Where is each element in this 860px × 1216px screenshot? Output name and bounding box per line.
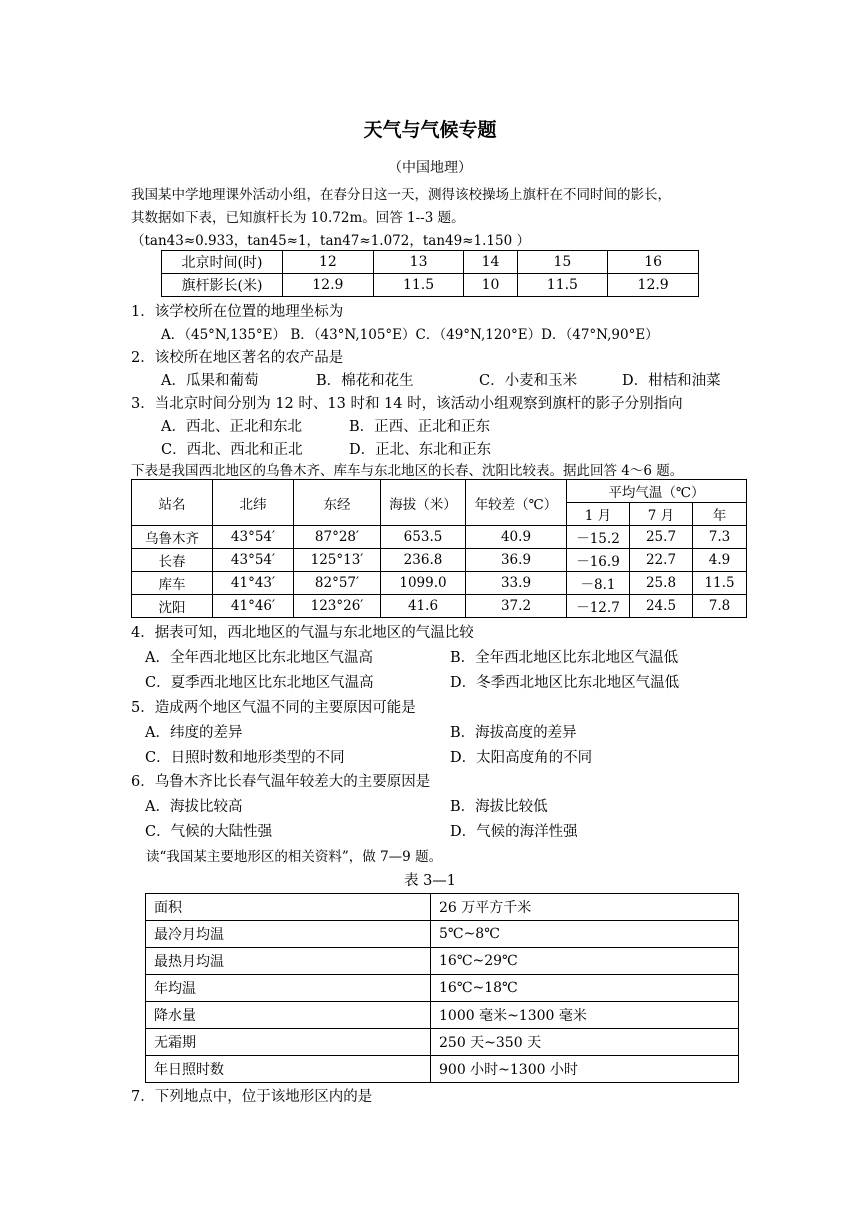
table-cell: 40.9 (466, 526, 567, 549)
table-cell: 87°28′ (294, 526, 381, 549)
question-3-stem: 3．当北京时间分别为 12 时、13 时和 14 时，该活动小组观察到旗杆的影子分别指向 (131, 396, 683, 412)
question-5-option-b: B．海拔高度的差异 (450, 725, 577, 741)
table-cell: 41°43′ (213, 572, 294, 595)
table-cell: 年日照时数 (146, 1056, 431, 1083)
table-cell: －12.7 (567, 595, 630, 618)
table-header: 海拔（米） (381, 480, 466, 526)
question-4-stem: 4．据表可知，西北地区的气温与东北地区的气温比较 (131, 625, 474, 641)
table-header: 站名 (132, 480, 213, 526)
question-6-option-d: D．气候的海洋性强 (450, 824, 578, 840)
table-row (162, 274, 699, 297)
question-2-option-a: A．瓜果和葡萄 (161, 373, 259, 389)
question-5-option-c: C．日照时数和地形类型的不同 (145, 750, 345, 766)
table-cell: 11.5 (517, 274, 608, 297)
intro-text-3: （tan43≈0.933，tan45≈1，tan47≈1.072，tan49≈1.150 ） (131, 233, 530, 249)
table-header: 年 (693, 503, 747, 526)
table-cell: 250 天~350 天 (431, 1029, 739, 1056)
table-cell: 16 (608, 251, 699, 274)
question-1-options: A．（45°N,135°E） B．（43°N,105°E）C．（49°N,120°E）D．（47°N,90°E） (161, 327, 659, 343)
table-cell: 7.8 (693, 595, 747, 618)
question-4-option-d: D．冬季西北地区比东北地区气温低 (450, 675, 680, 691)
table-cell: 11.5 (373, 274, 464, 297)
table-cell: 12 (283, 251, 374, 274)
table-cell: 125°13′ (294, 549, 381, 572)
table-row (132, 572, 747, 595)
table-row (146, 921, 739, 948)
question-5-option-a: A．纬度的差异 (145, 725, 243, 741)
table-row (162, 251, 699, 274)
table-cell: －16.9 (567, 549, 630, 572)
table-cell: 5℃~8℃ (431, 921, 739, 948)
page-subtitle: （中国地理） (388, 160, 472, 176)
table-cell: 123°26′ (294, 595, 381, 618)
table-cell: 36.9 (466, 549, 567, 572)
table-cell: 25.8 (630, 572, 693, 595)
table-cell: 12.9 (608, 274, 699, 297)
table-cell: 10 (464, 274, 517, 297)
question-1-stem: 1．该学校所在位置的地理坐标为 (131, 304, 344, 320)
table-caption: 表 3—1 (403, 873, 457, 889)
table-cell: 900 小时~1300 小时 (431, 1056, 739, 1083)
table-cell: 沈阳 (132, 595, 213, 618)
climate-comparison-table (131, 479, 747, 618)
question-7-stem: 7．下列地点中，位于该地形区内的是 (131, 1089, 373, 1105)
table-cell: 15 (517, 251, 608, 274)
table-cell: 年均温 (146, 975, 431, 1002)
table-header-row (132, 480, 747, 503)
table-cell: 面积 (146, 894, 431, 921)
table-row (132, 526, 747, 549)
table-row (146, 948, 739, 975)
table-cell: 25.7 (630, 526, 693, 549)
table-cell: 33.9 (466, 572, 567, 595)
table-row (146, 1029, 739, 1056)
table-cell: 1000 毫米~1300 毫米 (431, 1002, 739, 1029)
question-6-stem: 6．乌鲁木齐比长春气温年较差大的主要原因是 (131, 774, 431, 790)
table-cell: 最热月均温 (146, 948, 431, 975)
table-row (146, 975, 739, 1002)
table-header: 北纬 (213, 480, 294, 526)
table-cell: 41°46′ (213, 595, 294, 618)
table-cell: －15.2 (567, 526, 630, 549)
question-6-option-a: A．海拔比较高 (145, 799, 243, 815)
page-title: 天气与气候专题 (363, 119, 497, 141)
table-cell: 37.2 (466, 595, 567, 618)
table-cell: 16℃~18℃ (431, 975, 739, 1002)
question-6-option-c: C．气候的大陆性强 (145, 824, 273, 840)
table-cell: 库车 (132, 572, 213, 595)
table-cell: 最冷月均温 (146, 921, 431, 948)
table-cell: 长春 (132, 549, 213, 572)
question-3-option-b: B．正西、正北和正东 (349, 419, 491, 435)
table-cell: 653.5 (381, 526, 466, 549)
table-cell: －8.1 (567, 572, 630, 595)
table-header: 1 月 (567, 503, 630, 526)
table-cell: 4.9 (693, 549, 747, 572)
table-row (132, 549, 747, 572)
table-row (146, 1056, 739, 1083)
table-cell: 乌鲁木齐 (132, 526, 213, 549)
table-cell: 26 万平方千米 (431, 894, 739, 921)
table-cell: 13 (373, 251, 464, 274)
table-header: 平均气温（℃） (567, 480, 747, 503)
question-5-stem: 5．造成两个地区气温不同的主要原因可能是 (131, 700, 416, 716)
table-cell: 旗杆影长(米) (162, 274, 283, 297)
table-header: 7 月 (630, 503, 693, 526)
table-cell: 16℃~29℃ (431, 948, 739, 975)
table-cell: 北京时间(时) (162, 251, 283, 274)
shadow-length-table (161, 250, 699, 297)
table-cell: 43°54′ (213, 549, 294, 572)
intro-text-5: 读“我国某主要地形区的相关资料”，做 7—9 题。 (146, 849, 443, 865)
question-5-option-d: D．太阳高度角的不同 (450, 750, 593, 766)
question-2-stem: 2．该校所在地区著名的农产品是 (131, 350, 344, 366)
question-2-option-d: D．柑桔和油菜 (622, 373, 721, 389)
table-cell: 12.9 (283, 274, 374, 297)
question-4-option-c: C．夏季西北地区比东北地区气温高 (145, 675, 374, 691)
table-row (132, 595, 747, 618)
table-cell: 14 (464, 251, 517, 274)
question-4-option-a: A．全年西北地区比东北地区气温高 (145, 650, 373, 666)
intro-text-2: 其数据如下表，已知旗杆长为 10.72m。回答 1--3 题。 (131, 210, 465, 226)
table-cell: 7.3 (693, 526, 747, 549)
table-cell: 1099.0 (381, 572, 466, 595)
table-row (146, 1002, 739, 1029)
table-header: 年较差（℃） (466, 480, 567, 526)
question-3-option-a: A．西北、正北和东北 (161, 419, 302, 435)
terrain-data-table (145, 893, 739, 1083)
question-2-option-b: B．棉花和花生 (316, 373, 414, 389)
question-6-option-b: B．海拔比较低 (450, 799, 548, 815)
question-4-option-b: B．全年西北地区比东北地区气温低 (450, 650, 679, 666)
table-cell: 236.8 (381, 549, 466, 572)
table-cell: 43°54′ (213, 526, 294, 549)
table-cell: 82°57′ (294, 572, 381, 595)
intro-text-4: 下表是我国西北地区的乌鲁木齐、库车与东北地区的长春、沈阳比较表。据此回答 4～6 题。 (131, 463, 684, 479)
table-cell: 11.5 (693, 572, 747, 595)
table-cell: 24.5 (630, 595, 693, 618)
intro-text-1: 我国某中学地理课外活动小组，在春分日这一天，测得该校操场上旗杆在不同时间的影长， (131, 187, 671, 203)
question-2-option-c: C．小麦和玉米 (479, 373, 578, 389)
table-row (146, 894, 739, 921)
table-cell: 无霜期 (146, 1029, 431, 1056)
table-cell: 41.6 (381, 595, 466, 618)
table-header: 东经 (294, 480, 381, 526)
table-cell: 降水量 (146, 1002, 431, 1029)
question-3-option-d: D．正北、东北和正东 (349, 442, 492, 458)
table-cell: 22.7 (630, 549, 693, 572)
question-3-option-c: C．西北、西北和正北 (161, 442, 303, 458)
